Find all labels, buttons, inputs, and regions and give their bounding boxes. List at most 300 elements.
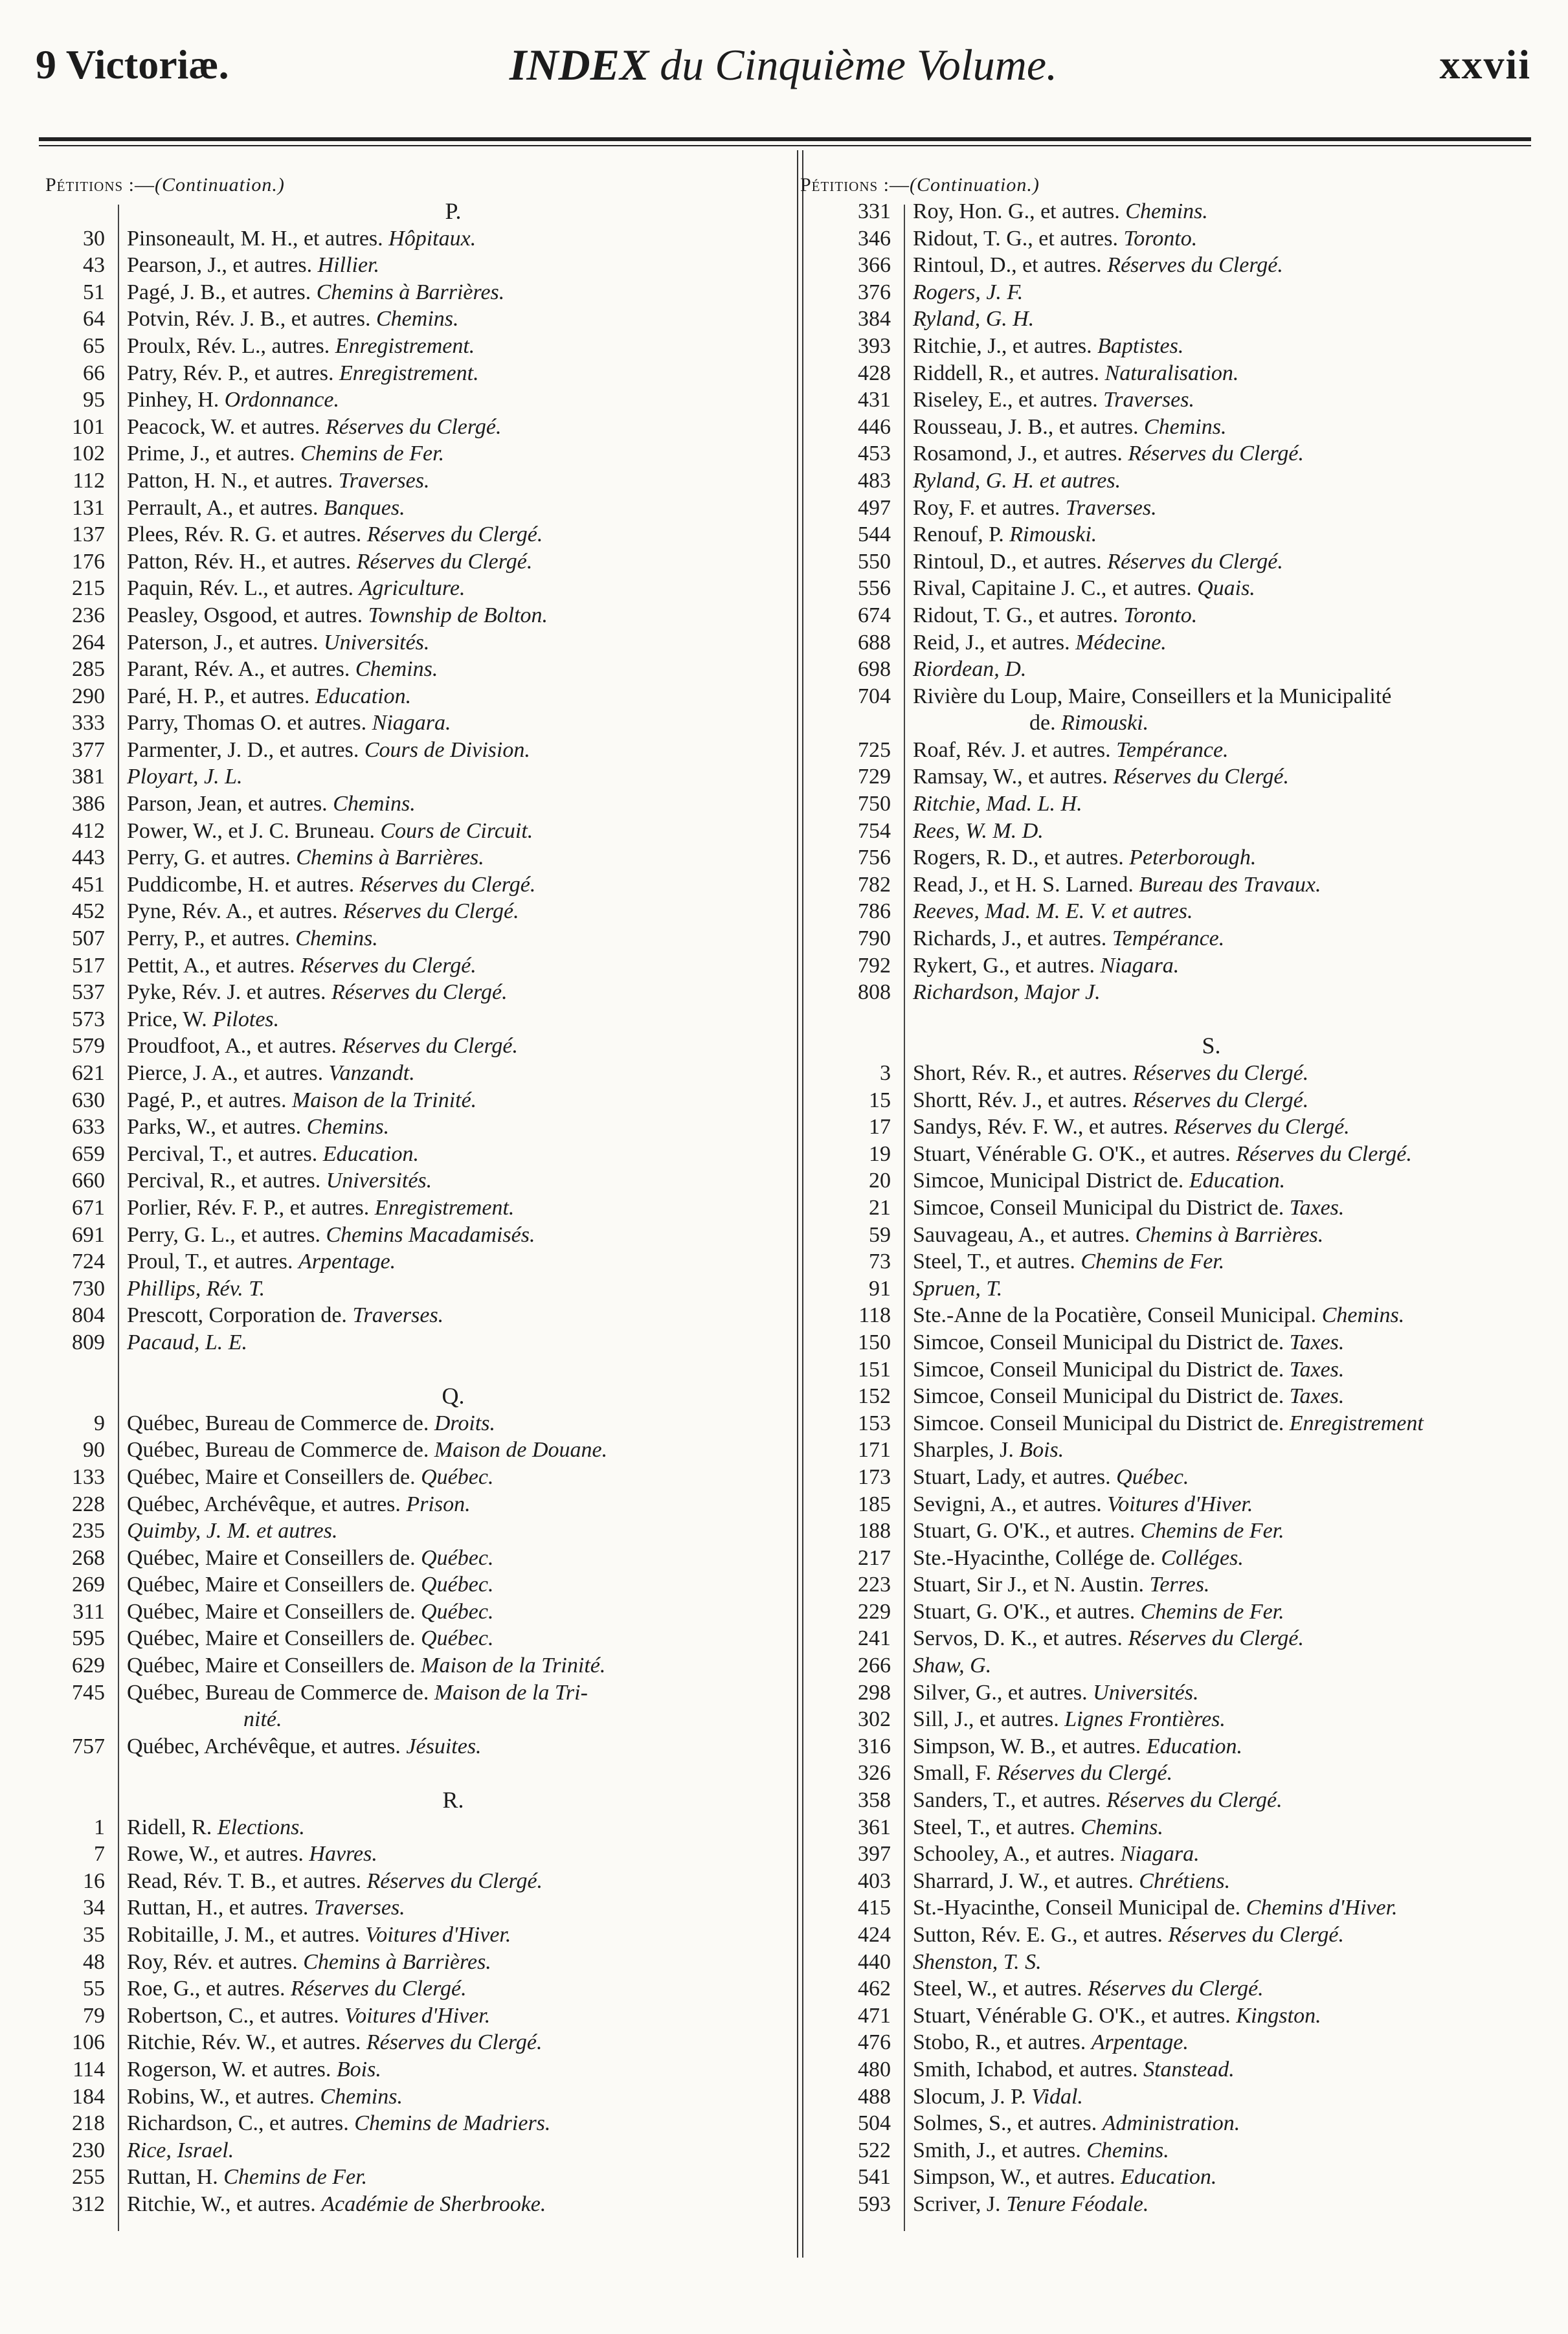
petition-number: 451 — [72, 872, 105, 897]
petition-number: 236 — [72, 603, 105, 627]
subject: Réserves du Clergé. — [1128, 442, 1305, 466]
petitioner: Sutton, Rév. E. G., et autres. — [913, 1923, 1163, 1947]
petitioner: Percival, T., et autres. — [127, 1141, 318, 1166]
subject: Réserves du Clergé. — [1107, 549, 1283, 574]
index-entry — [45, 1545, 790, 1572]
petitioner: Riseley, E., et autres. — [913, 388, 1098, 412]
index-entry — [800, 333, 1551, 360]
index-entry — [800, 1356, 1551, 1384]
petition-text — [913, 1464, 1551, 1491]
petitioner: Servos, D. K., et autres. — [913, 1626, 1123, 1651]
index-entry — [800, 1733, 1551, 1760]
subject: Tenure Féodale. — [1006, 2192, 1149, 2216]
petition-text — [913, 1814, 1551, 1841]
petitioner: Pyne, Rév. A., et autres. — [127, 899, 338, 924]
subject: Réserves du Clergé. — [342, 1034, 519, 1059]
petition-number: 95 — [83, 388, 105, 412]
subject: Baptistes. — [1097, 333, 1184, 358]
petition-text — [913, 1922, 1551, 1949]
petitioner: Simcoe, Conseil Municipal du District de. — [913, 1330, 1284, 1354]
petition-text — [127, 1329, 790, 1356]
index-entry — [800, 2137, 1551, 2164]
petition-text — [913, 1975, 1551, 2003]
petitioner: Sanders, T., et autres. — [913, 1788, 1101, 1813]
subject: Rees, W. M. D. — [913, 818, 1044, 843]
subject: Niagara. — [1120, 1842, 1200, 1867]
petition-number: 20 — [869, 1169, 891, 1193]
petitioner: Rowe, W., et autres. — [127, 1842, 304, 1867]
index-entry — [800, 1518, 1551, 1545]
index-entry — [45, 1706, 790, 1733]
petition-number: 228 — [72, 1492, 105, 1516]
petition-number: 384 — [858, 307, 891, 331]
petition-number: 397 — [858, 1842, 891, 1867]
petition-number: 150 — [858, 1330, 891, 1354]
petition-number: 415 — [858, 1896, 891, 1920]
petition-number: 241 — [858, 1626, 891, 1651]
index-entry — [800, 1652, 1551, 1679]
subject: Chemins. — [333, 792, 416, 816]
subject: Réserves du Clergé. — [291, 1977, 467, 2001]
index-entry — [45, 791, 790, 818]
petitioner: Prime, J., et autres. — [127, 442, 295, 466]
petitioner: Patry, Rév. P., et autres. — [127, 361, 334, 385]
petition-number: 17 — [869, 1115, 891, 1139]
subject: Chemins de Fer. — [1140, 1599, 1284, 1624]
petition-text — [913, 333, 1551, 360]
petition-text — [127, 1491, 790, 1518]
petition-number: 630 — [72, 1088, 105, 1112]
petition-number — [45, 1706, 127, 1733]
petitioner: Price, W. — [127, 1007, 207, 1031]
petition-number: 393 — [858, 333, 891, 358]
index-entry — [800, 763, 1551, 791]
petition-number: 550 — [858, 549, 891, 574]
petition-number: 331 — [858, 199, 891, 223]
petition-number: 151 — [858, 1357, 891, 1382]
petitioner: Porlier, Rév. F. P., et autres. — [127, 1195, 370, 1220]
petition-number: 326 — [858, 1761, 891, 1786]
petitioner: Read, Rév. T. B., et autres. — [127, 1868, 361, 1893]
index-entry — [45, 763, 790, 791]
petition-text — [913, 1949, 1551, 1976]
petition-number: 66 — [83, 361, 105, 385]
petition-text — [127, 2191, 790, 2218]
subject: Richardson, Major J. — [913, 980, 1101, 1005]
petitioner: Québec, Bureau de Commerce de. — [127, 1411, 429, 1435]
index-entry — [800, 1087, 1551, 1114]
subject: Réserves du Clergé. — [331, 980, 508, 1005]
index-entry — [800, 791, 1551, 818]
index-entry — [800, 2191, 1551, 2218]
petition-number: 16 — [83, 1868, 105, 1893]
index-entry — [800, 1275, 1551, 1303]
subject: Québec. — [421, 1626, 494, 1651]
petitioner: Simpson, W., et autres. — [913, 2165, 1115, 2190]
subject: Vanzandt. — [328, 1061, 415, 1085]
petitioner: Stobo, R., et autres. — [913, 2030, 1086, 2055]
petition-text — [913, 791, 1551, 818]
subject: Chemins. — [1125, 199, 1208, 223]
petitioner: Puddicombe, H. et autres. — [127, 872, 355, 897]
petition-number: 725 — [858, 737, 891, 762]
petitioner: Pearson, J., et autres. — [127, 253, 313, 278]
petition-text — [913, 1518, 1551, 1545]
petitioner: Steel, T., et autres. — [913, 1815, 1075, 1839]
subject: Maison de Douane. — [434, 1438, 608, 1463]
subject: Administration. — [1102, 2111, 1240, 2136]
petition-text — [913, 602, 1551, 629]
petitioner: Parks, W., et autres. — [127, 1115, 302, 1139]
header-rule-thin — [39, 145, 1531, 146]
petitioner: Rogerson, W. et autres. — [127, 2057, 331, 2082]
petition-text — [913, 683, 1551, 710]
header-regnal-year: 9 Victoriæ. — [36, 41, 229, 87]
index-entry — [800, 1760, 1551, 1787]
index-entry — [45, 1006, 790, 1033]
petition-text — [913, 1679, 1551, 1707]
petitioner: Sevigni, A., et autres. — [913, 1492, 1102, 1516]
petition-number: 440 — [858, 1949, 891, 1974]
petitioner: Pinhey, H. — [127, 388, 219, 412]
subject: Hillier. — [317, 253, 380, 278]
petition-number: 376 — [858, 280, 891, 304]
petition-text — [913, 1787, 1551, 1814]
index-entry — [45, 1222, 790, 1249]
index-entry — [800, 1922, 1551, 1949]
petition-number: 476 — [858, 2030, 891, 2055]
petition-text — [913, 414, 1551, 441]
petition-number: 674 — [858, 603, 891, 627]
petitioner: Slocum, J. P. — [913, 2084, 1026, 2109]
index-entry — [45, 602, 790, 629]
petition-text — [127, 683, 790, 710]
petitioner: Simcoe, Conseil Municipal du District de. — [913, 1195, 1284, 1220]
subject: Taxes. — [1289, 1330, 1345, 1354]
petition-text — [127, 1195, 790, 1222]
index-entry — [800, 1868, 1551, 1895]
subject: Réserves du Clergé. — [342, 899, 519, 924]
subject: Traverses. — [1065, 495, 1157, 520]
petition-text — [127, 387, 790, 414]
petition-number: 35 — [83, 1923, 105, 1947]
petitioner: Rousseau, J. B., et autres. — [913, 414, 1139, 439]
subject: Quimby, J. M. et autres. — [127, 1519, 338, 1543]
index-entry — [45, 1894, 790, 1922]
index-entry — [800, 1787, 1551, 1814]
subject: Education. — [322, 1141, 420, 1166]
index-entry — [800, 844, 1551, 871]
subject: Traverses. — [352, 1303, 444, 1328]
petition-text — [127, 737, 790, 764]
petition-number: 782 — [858, 872, 891, 897]
petition-number: 358 — [858, 1788, 891, 1813]
petition-text — [913, 1437, 1551, 1464]
index-entry — [45, 2110, 790, 2137]
index-entry — [800, 198, 1551, 225]
petitioner: Ridout, T. G., et autres. — [913, 226, 1118, 251]
petition-number: 30 — [83, 226, 105, 251]
petition-number: 91 — [869, 1276, 891, 1301]
petition-number: 629 — [72, 1654, 105, 1678]
subject: Chemins. — [355, 657, 438, 682]
subject: Réserves du Clergé. — [1174, 1115, 1350, 1139]
index-entry — [800, 1625, 1551, 1652]
petition-text — [127, 1033, 790, 1060]
subject: Terres. — [1149, 1573, 1210, 1597]
index-entry — [45, 467, 790, 495]
petition-number: 311 — [73, 1599, 105, 1624]
petition-text — [913, 1222, 1551, 1249]
subject: Arpentage. — [1091, 2030, 1189, 2055]
index-entry — [800, 629, 1551, 656]
petition-number: 131 — [72, 495, 105, 520]
index-entry — [800, 1841, 1551, 1868]
index-entry — [45, 2056, 790, 2083]
petition-text — [127, 467, 790, 495]
petition-number: 659 — [72, 1141, 105, 1166]
petition-number: 361 — [858, 1815, 891, 1839]
petition-number: 688 — [858, 630, 891, 655]
subject: Rogers, J. F. — [913, 280, 1024, 304]
petition-number: 446 — [858, 414, 891, 439]
petition-number: 43 — [83, 253, 105, 278]
petition-text — [127, 1275, 790, 1303]
petition-number: 7 — [94, 1842, 105, 1867]
petition-text — [913, 1841, 1551, 1868]
petition-text — [913, 440, 1551, 467]
petition-number: 152 — [858, 1384, 891, 1409]
index-entry — [45, 2191, 790, 2218]
petition-number: 729 — [858, 765, 891, 789]
index-entry — [800, 1222, 1551, 1249]
petitioner: Sharples, J. — [913, 1438, 1014, 1463]
petition-text — [913, 979, 1551, 1006]
petitioner: Pyke, Rév. J. et autres. — [127, 980, 326, 1005]
subject: Ritchie, Mad. L. H. — [913, 792, 1082, 816]
petitioner: Paterson, J., et autres. — [127, 630, 319, 655]
subject: Enregistrement. — [339, 361, 479, 385]
petitioner: Read, J., et H. S. Larned. — [913, 872, 1134, 897]
subject: Réserves du Clergé. — [1088, 1977, 1264, 2001]
petition-text — [127, 1814, 790, 1841]
petition-number: 556 — [858, 576, 891, 601]
petitioner: Solmes, S., et autres. — [913, 2111, 1097, 2136]
subject: Vidal. — [1031, 2084, 1083, 2109]
index-entry — [45, 1491, 790, 1518]
petition-number: 497 — [858, 495, 891, 520]
petition-text — [127, 440, 790, 467]
petition-text — [127, 763, 790, 791]
petition-text — [913, 521, 1551, 548]
subject: Rice, Israel. — [127, 2138, 234, 2162]
petition-number: 269 — [72, 1573, 105, 1597]
petitioner: Patton, H. N., et autres. — [127, 468, 333, 493]
petitioner: Québec, Maire et Conseillers de. — [127, 1599, 416, 1624]
subject: Réserves du Clergé. — [366, 2030, 543, 2055]
petition-number: 537 — [72, 980, 105, 1005]
petition-number: 443 — [72, 846, 105, 870]
petitioner: Roy, Hon. G., et autres. — [913, 199, 1120, 223]
index-entry — [45, 1275, 790, 1303]
petition-text — [127, 1248, 790, 1275]
petitioner: Parant, Rév. A., et autres. — [127, 657, 350, 682]
petition-number: 804 — [72, 1303, 105, 1328]
index-entry — [45, 333, 790, 360]
index-entry — [800, 2110, 1551, 2137]
petition-number: 730 — [72, 1276, 105, 1301]
subject: Réserves du Clergé. — [1113, 765, 1290, 789]
petition-number: 255 — [72, 2165, 105, 2190]
petition-number: 65 — [83, 333, 105, 358]
index-entry — [800, 1464, 1551, 1491]
petition-number: 377 — [72, 737, 105, 762]
petitioner: Pettit, A., et autres. — [127, 953, 295, 978]
index-entry — [45, 2003, 790, 2030]
petition-text — [913, 548, 1551, 576]
subject: Universités. — [1093, 1680, 1199, 1705]
petition-text — [913, 2164, 1551, 2191]
petition-text — [127, 2003, 790, 2030]
subject: Banques. — [324, 495, 405, 520]
subject: Tempérance. — [1116, 737, 1229, 762]
index-entry — [800, 387, 1551, 414]
petition-text — [913, 1894, 1551, 1922]
petition-text — [913, 844, 1551, 871]
petition-number: 517 — [72, 953, 105, 978]
petition-text — [127, 1545, 790, 1572]
petition-text — [913, 1625, 1551, 1652]
petitioner: Ramsay, W., et autres. — [913, 765, 1108, 789]
left-column-entries — [45, 198, 790, 2218]
right-column-number-rule — [904, 205, 905, 2231]
petitioner: Sharrard, J. W., et autres. — [913, 1868, 1134, 1893]
petitioner: Simcoe, Conseil Municipal du District de. — [913, 1357, 1284, 1382]
petition-text — [127, 1114, 790, 1141]
petition-number: 698 — [858, 657, 891, 682]
index-entry — [45, 1060, 790, 1087]
petition-number: 298 — [858, 1680, 891, 1705]
left-column-heading: Pétitions :—(Continuation.) — [45, 174, 285, 196]
petition-text — [127, 1625, 790, 1652]
petitioner: Robertson, C., et autres. — [127, 2003, 339, 2028]
petitioner: Pagé, J. B., et autres. — [127, 280, 311, 304]
index-entry — [45, 440, 790, 467]
petition-text — [913, 898, 1551, 925]
petition-number: 101 — [72, 414, 105, 439]
petitioner: Stuart, Vénérable G. O'K., et autres. — [913, 2003, 1231, 2028]
petition-text — [913, 952, 1551, 980]
petition-number: 73 — [869, 1250, 891, 1274]
index-entry — [45, 306, 790, 333]
petition-text — [913, 1383, 1551, 1410]
index-entry — [800, 1491, 1551, 1518]
petitioner: Rintoul, D., et autres. — [913, 253, 1102, 278]
left-column — [45, 172, 790, 2218]
subject: Cours de Circuit. — [380, 818, 533, 843]
petition-text — [127, 1599, 790, 1626]
index-entry — [45, 1975, 790, 2003]
petition-text — [127, 979, 790, 1006]
subject: Maison de la Trinité. — [421, 1654, 606, 1678]
petition-number: 579 — [72, 1034, 105, 1059]
petition-text — [913, 871, 1551, 899]
index-entry — [800, 737, 1551, 764]
petitioner: Québec, Bureau de Commerce de. — [127, 1438, 429, 1463]
petition-text — [127, 575, 790, 602]
petitioner: Paré, H. P., et autres. — [127, 684, 310, 708]
subject: Niagara. — [1100, 953, 1180, 978]
petition-text — [913, 818, 1551, 845]
petition-text — [913, 763, 1551, 791]
petition-text — [913, 1706, 1551, 1733]
petition-text — [127, 306, 790, 333]
petition-number: 218 — [72, 2111, 105, 2136]
index-entry — [45, 1841, 790, 1868]
petitioner: Sill, J., et autres. — [913, 1707, 1059, 1732]
subject: Shenston, T. S. — [913, 1949, 1042, 1974]
subject: Bois. — [1019, 1438, 1064, 1463]
subject: Cours de Division. — [364, 737, 530, 762]
subject: Chemins. — [320, 2084, 403, 2109]
subject: Chemins. — [1321, 1303, 1405, 1328]
index-entry — [45, 387, 790, 414]
subject: Chemins de Fer. — [300, 442, 445, 466]
index-entry — [800, 440, 1551, 467]
petition-text — [127, 2137, 790, 2164]
index-entry — [45, 979, 790, 1006]
section-letter-label: S. — [1202, 1033, 1221, 1059]
petition-text — [913, 2056, 1551, 2083]
petition-number: 757 — [72, 1734, 105, 1758]
subject: Taxes. — [1289, 1195, 1345, 1220]
petition-text — [127, 898, 790, 925]
petitioner: Small, F. — [913, 1761, 992, 1786]
petition-text — [127, 1167, 790, 1195]
index-entry — [800, 521, 1551, 548]
index-entry — [800, 1248, 1551, 1275]
petition-text — [913, 1275, 1551, 1303]
index-entry — [800, 1195, 1551, 1222]
subject: Chemins de Madriers. — [354, 2111, 551, 2136]
petitioner: Roe, G., et autres. — [127, 1977, 286, 2001]
petition-number: 366 — [858, 253, 891, 278]
subject: Riordean, D. — [913, 657, 1027, 682]
index-entry — [45, 1302, 790, 1329]
petition-text — [913, 656, 1551, 683]
petition-number — [800, 710, 913, 737]
petition-number: 431 — [858, 388, 891, 412]
index-entry — [45, 871, 790, 899]
petition-number: 381 — [72, 765, 105, 789]
petition-text — [913, 629, 1551, 656]
petitioner: Stuart, G. O'K., et autres. — [913, 1599, 1136, 1624]
subject: Peterborough. — [1129, 846, 1257, 870]
subject: Traverses. — [338, 468, 430, 493]
subject: Elections. — [217, 1815, 305, 1839]
subject: Kingston. — [1236, 2003, 1321, 2028]
petition-text — [127, 1949, 790, 1976]
petition-text — [127, 1437, 790, 1464]
index-entry — [800, 1949, 1551, 1976]
index-entry — [800, 1975, 1551, 2003]
subject: Chemins de Fer. — [1081, 1250, 1225, 1274]
petition-text — [913, 737, 1551, 764]
index-entry — [800, 1571, 1551, 1599]
petitioner: Stuart, Sir J., et N. Austin. — [913, 1573, 1145, 1597]
index-entry — [800, 898, 1551, 925]
petition-number: 55 — [83, 1977, 105, 2001]
